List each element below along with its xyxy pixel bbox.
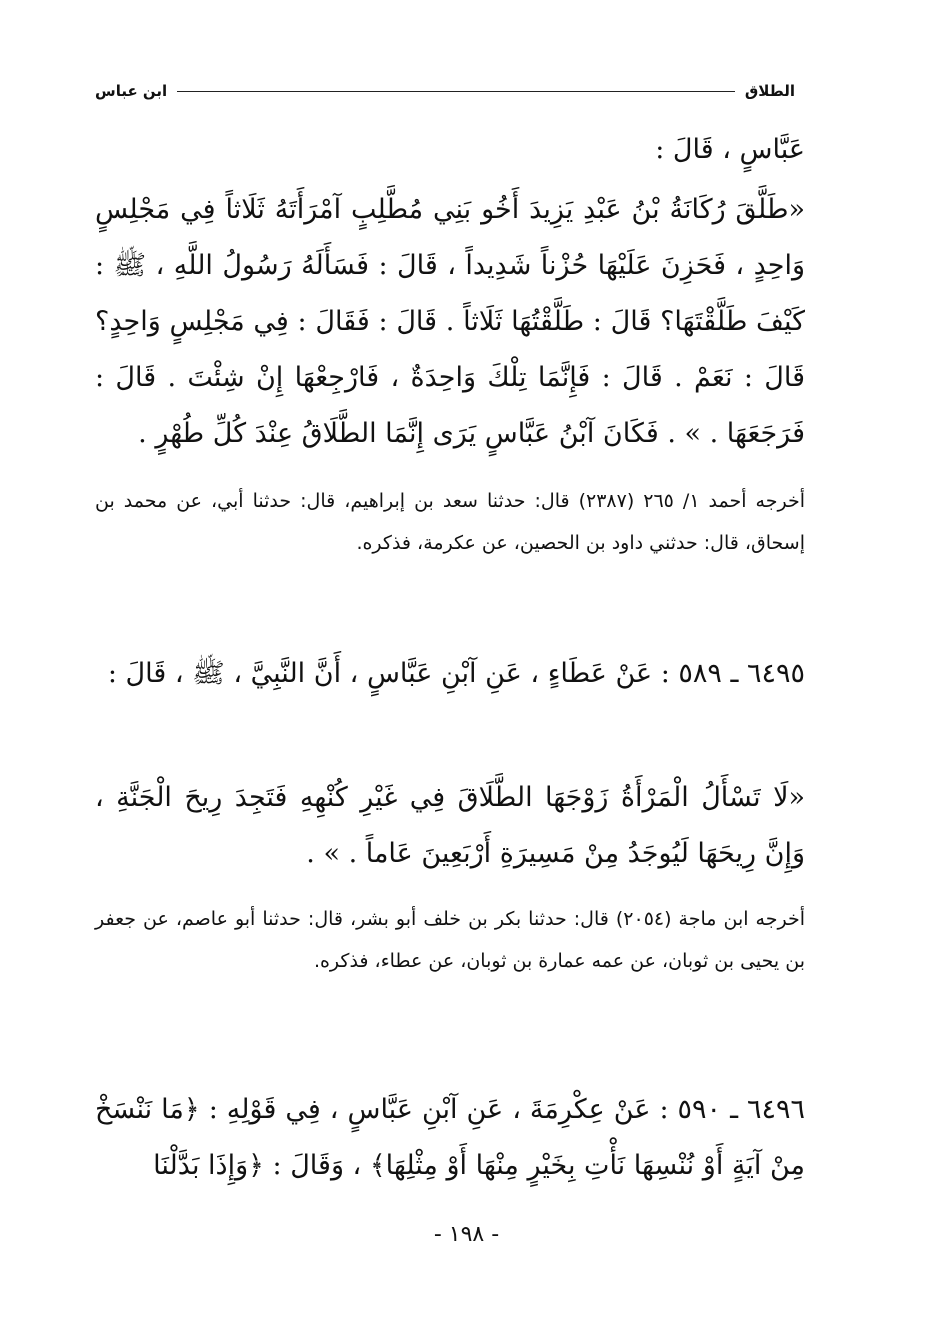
hadith-heading-6496: ٦٤٩٦ ـ ٥٩٠ : عَنْ عِكْرِمَةَ ، عَنِ آبْنِ عَبَّاسٍ ، فِي قَوْلِهِ : ﴿مَا نَنْسَخْ مِنْ آيَةٍ أَوْ نُنْسِهَا نَأْتِ بِخَيْرٍ مِنْهَا أَوْ مِثْلِهَا﴾ ، وَقَالَ : ﴿وَإِذَا بَدَّلْنَا xyxy=(95,1094,805,1181)
header-rule xyxy=(177,91,735,92)
running-header xyxy=(95,78,795,104)
takhrij-note-ibn-majah: أخرجه ابن ماجة (٢٠٥٤) قال: حدثنا بكر بن خلف أبو بشر، قال: حدثنا أبو عاصم، عن جعفر بن يحيى بن ثوبان، عن عمه عمارة بن ثوبان، عن عطاء، فذكره. xyxy=(95,908,805,972)
header-section-title: ابن عباس xyxy=(95,82,168,100)
hadith-text-rukana: «طَلَّقَ رُكَانَةُ بْنُ عَبْدِ يَزِيدَ أَخُو بَنِي مُطَّلِبٍ آمْرَأَتَهُ ثَلَاثاً فِي مَجْلِسٍ وَاحِدٍ ، فَحَزِنَ عَلَيْهَا حُزْناً شَدِيداً ، قَالَ : فَسَأَلَهُ رَسُولُ اللَّهِ ، ﷺ : كَيْفَ طَلَّقْتَهَا؟ قَالَ : طَلَّقْتُهَا ثَلَاثاً . قَالَ : فَقَالَ : فِي مَجْلِسٍ وَاحِدٍ؟ قَالَ : نَعَمْ . قَالَ : فَإِنَّمَا تِلْكَ وَاحِدَةٌ ، فَارْجِعْهَا إِنْ شِئْتَ . قَالَ : فَرَجَعَهَا . » . فَكَانَ آبْنُ عَبَّاسٍ يَرَى إِنَّمَا الطَّلَاقُ عِنْدَ كُلِّ طُهْرٍ . xyxy=(95,194,805,449)
header-chapter-title: الطلاق xyxy=(744,82,795,100)
hadith-heading-6495: ٦٤٩٥ ـ ٥٨٩ : عَنْ عَطَاءٍ ، عَنِ آبْنِ عَبَّاسٍ ، أَنَّ النَّبِيَّ ، ﷺ ، قَالَ : xyxy=(107,658,805,689)
takhrij-note-ahmad: أخرجه أحمد ١/ ٢٦٥ (٢٣٨٧) قال: حدثنا سعد بن إبراهيم، قال: حدثنا أبي، عن محمد بن إسحاق، قال: حدثني داود بن الحصين، عن عكرمة، فذكره. xyxy=(95,490,805,554)
page-number: - ١٩٨ - xyxy=(433,1222,500,1247)
hadith-text-6495: «لَا تَسْأَلُ الْمَرْأَةُ زَوْجَهَا الطَّلَاقَ فِي غَيْرِ كُنْهِهِ فَتَجِدَ رِيحَ الْجَنَّةِ ، وَإِنَّ رِيحَهَا لَيُوجَدُ مِنْ مَسِيرَةِ أَرْبَعِينَ عَاماً . » . xyxy=(95,782,805,869)
continued-hadith-opening: عَبَّاسٍ ، قَالَ : xyxy=(655,134,805,165)
